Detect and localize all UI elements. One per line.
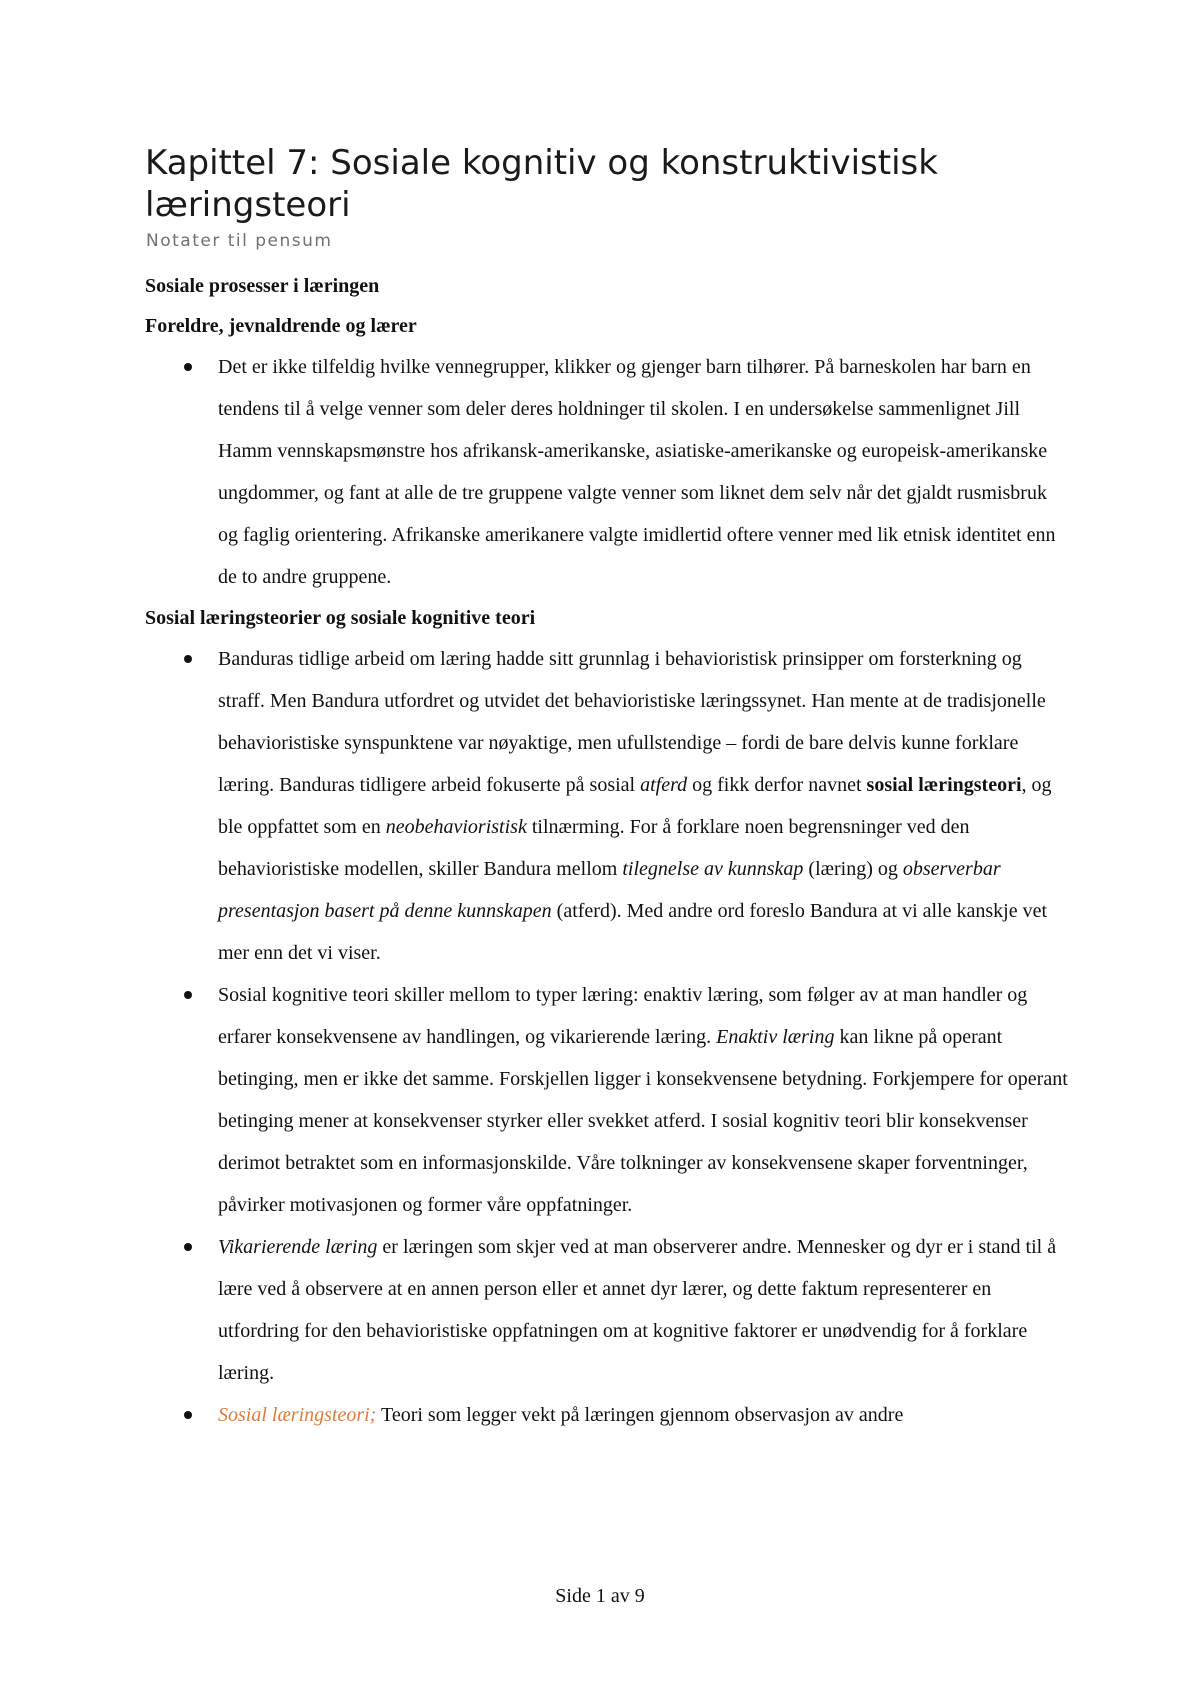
- list-item-text: [218, 984, 1068, 1216]
- strong-term: sosial læringsteori: [866, 774, 1022, 796]
- bullet-icon: [184, 991, 192, 999]
- section-heading: Sosiale prosesser i læringen: [145, 275, 380, 297]
- list-item: [145, 346, 1070, 598]
- text-run: og fikk derfor navnet: [687, 774, 867, 796]
- page-footer: Side 1 av 9: [555, 1585, 645, 1607]
- list-item-text: [218, 648, 1052, 964]
- bullet-list: [145, 346, 1070, 598]
- page-title: Kapittel 7: Sosiale kognitiv og konstruktivistisk læringsteori: [145, 143, 938, 225]
- text-run: (atferd). Med andre ord foreslo Bandura at vi alle kanskje vet mer enn det vi viser.: [218, 900, 1048, 964]
- text-run: er læringen som skjer ved at man observerer andre. Mennesker og dyr er i stand til å lære ved å observere at en annen person eller et annet dyr lærer, og dette faktum representerer en utfordring for den behavioristiske oppfatningen om at kognitive faktorer er unødvendig for å forklare læring.: [218, 1236, 1057, 1384]
- emphasis: atferd: [640, 774, 688, 796]
- bullet-icon: [184, 363, 192, 371]
- text-run: Teori som legger vekt på læringen gjennom observasjon av andre: [376, 1404, 904, 1426]
- document-body: [145, 272, 1070, 1442]
- list-item: [145, 974, 1070, 1226]
- emphasis: neobehavioristisk: [385, 816, 527, 838]
- list-item: [145, 638, 1070, 974]
- list-item-text: Det er ikke tilfeldig hvilke vennegrupper, klikker og gjenger barn tilhører. På barneskolen har barn en tendens til å velge venner som deler deres holdninger til skolen. I en undersøkelse sammenlignet Jill Hamm vennskapsmønstre hos afrikansk-amerikanske, asiatiske-amerikanske og europeisk-amerikanske ungdommer, og fant at alle de tre gruppene valgte venner som liknet dem selv når det gjaldt rusmisbruk og faglig orientering. Afrikanske amerikanere valgte imidlertid oftere venner med lik etnisk identitet enn de to andre gruppene.: [218, 356, 1056, 588]
- highlighted-term: Sosial læringsteori;: [218, 1404, 377, 1426]
- emphasis: tilegnelse av kunnskap: [622, 858, 804, 880]
- text-run: Sosial kognitive teori skiller mellom to typer læring: enaktiv læring, som følger av at man handler og erfarer konsekvensene av handlingen, og vikarierende læring.: [218, 984, 1028, 1048]
- subsection-heading: Foreldre, jevnaldrende og lærer: [145, 315, 417, 337]
- list-item-text: [218, 1236, 1056, 1384]
- emphasis: Enaktiv læring: [716, 1026, 835, 1048]
- text-run: Banduras tidlige arbeid om læring hadde sitt grunnlag i behavioristisk prinsipper om forsterkning og straff. Men Bandura utfordret og utvidet det behavioristiske læringssynet. Han mente at de tradisjonelle behavioristiske synspunktene var nøyaktige, men ufullstendige – fordi de bare delvis kunne forklare læring. Banduras tidligere arbeid fokuserte på sosial: [218, 648, 1046, 796]
- page-subtitle: Notater til pensum: [146, 231, 333, 251]
- text-run: , og ble oppfattet som en: [218, 774, 1052, 838]
- bullet-list: [145, 638, 1070, 1436]
- text-run: (læring) og: [803, 858, 903, 880]
- emphasis: observerbar presentasjon basert på denne kunnskapen: [218, 858, 1001, 922]
- list-item: [145, 1226, 1070, 1394]
- subsection-heading: Sosial læringsteorier og sosiale kognitive teori: [145, 607, 536, 629]
- bullet-icon: [184, 655, 192, 663]
- emphasis: Vikarierende læring: [218, 1236, 378, 1258]
- bullet-icon: [184, 1243, 192, 1251]
- list-item: [145, 1394, 1070, 1436]
- bullet-icon: [184, 1411, 192, 1419]
- text-run: tilnærming. For å forklare noen begrensninger ved den behavioristiske modellen, skiller Bandura mellom: [218, 816, 970, 880]
- list-item-text: [218, 1404, 903, 1426]
- text-run: kan likne på operant betinging, men er ikke det samme. Forskjellen ligger i konsekvensene betydning. Forkjempere for operant betinging mener at konsekvenser styrker eller svekket atferd. I sosial kognitiv teori blir konsekvenser derimot betraktet som en informasjonskilde. Våre tolkninger av konsekvensene skaper forventninger, påvirker motivasjonen og former våre oppfatninger.: [218, 1026, 1068, 1216]
